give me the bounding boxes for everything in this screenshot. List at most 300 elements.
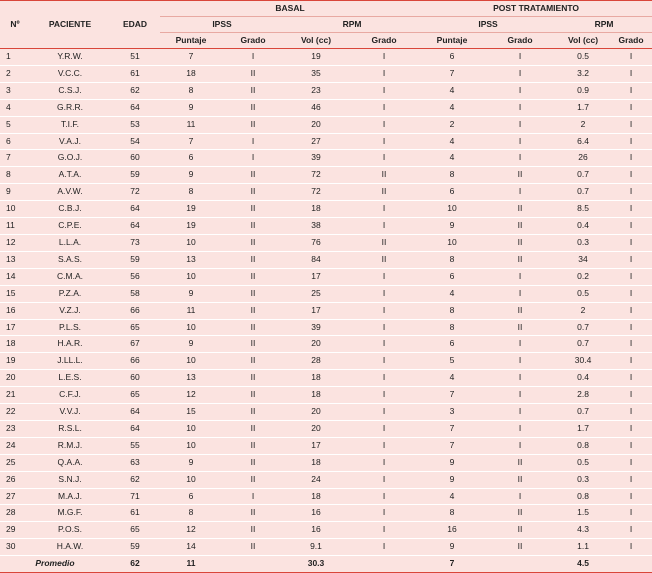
cell-paciente: C.P.E. (30, 218, 110, 235)
cell-grado-ipss-basal: II (222, 302, 284, 319)
cell-puntaje-post: 7 (420, 420, 484, 437)
cell-grado-rpm-basal: II (348, 234, 420, 251)
cell-num: 16 (0, 302, 30, 319)
cell-num: 9 (0, 184, 30, 201)
cell-grado-ipss-post: II (484, 454, 556, 471)
cell-vol-post: 26 (556, 150, 610, 167)
cell-num: 24 (0, 437, 30, 454)
cell-vol-basal: 39 (284, 150, 348, 167)
cell-edad: 65 (110, 319, 160, 336)
cell-puntaje-post: 10 (420, 234, 484, 251)
cell-vol-post: 34 (556, 251, 610, 268)
cell-grado-ipss-basal: II (222, 65, 284, 82)
cell-edad: 66 (110, 353, 160, 370)
cell-grado-rpm-post: I (610, 454, 652, 471)
cell-paciente: S.N.J. (30, 471, 110, 488)
cell-grado-rpm-post: I (610, 251, 652, 268)
cell-grado-ipss-basal: II (222, 505, 284, 522)
cell-grado-ipss-post: I (484, 82, 556, 99)
cell-grado-rpm-basal: I (348, 319, 420, 336)
cell-vol-post: 0.3 (556, 471, 610, 488)
table-row (0, 404, 652, 421)
cell-edad: 71 (110, 488, 160, 505)
cell-edad: 60 (110, 150, 160, 167)
cell-puntaje-post: 4 (420, 99, 484, 116)
cell-num: 5 (0, 116, 30, 133)
cell-puntaje-basal: 13 (160, 370, 222, 387)
cell-vol-post: 0.7 (556, 404, 610, 421)
cell-vol-post: 0.8 (556, 488, 610, 505)
cell-num: 1 (0, 49, 30, 66)
cell-grado-ipss-post: I (484, 353, 556, 370)
cell-grado-ipss-basal: II (222, 370, 284, 387)
table-row (0, 218, 652, 235)
cell-puntaje-post: 7 (420, 437, 484, 454)
cell-grado-rpm-post: I (610, 302, 652, 319)
cell-puntaje-basal: 18 (160, 65, 222, 82)
promedio-empty (222, 556, 284, 573)
cell-grado-rpm-basal: I (348, 488, 420, 505)
cell-paciente: T.I.F. (30, 116, 110, 133)
cell-vol-basal: 24 (284, 471, 348, 488)
promedio-empty (610, 556, 652, 573)
cell-grado-ipss-basal: I (222, 49, 284, 66)
cell-grado-rpm-post: I (610, 319, 652, 336)
cell-grado-rpm-basal: I (348, 133, 420, 150)
table-row (0, 82, 652, 99)
cell-vol-basal: 72 (284, 167, 348, 184)
cell-vol-post: 0.4 (556, 218, 610, 235)
cell-paciente: P.L.S. (30, 319, 110, 336)
cell-grado-ipss-basal: II (222, 319, 284, 336)
cell-vol-post: 0.3 (556, 234, 610, 251)
table-row (0, 471, 652, 488)
header-paciente: PACIENTE (30, 1, 110, 49)
cell-paciente: H.A.W. (30, 539, 110, 556)
cell-grado-rpm-post: I (610, 133, 652, 150)
table-row (0, 353, 652, 370)
cell-grado-ipss-basal: II (222, 336, 284, 353)
cell-num: 29 (0, 522, 30, 539)
cell-grado-ipss-basal: II (222, 251, 284, 268)
cell-vol-post: 2.8 (556, 387, 610, 404)
table-row (0, 116, 652, 133)
cell-grado-rpm-basal: II (348, 184, 420, 201)
table-row (0, 234, 652, 251)
cell-puntaje-post: 9 (420, 471, 484, 488)
cell-paciente: J.LL.L. (30, 353, 110, 370)
cell-grado-ipss-post: I (484, 488, 556, 505)
cell-paciente: H.A.R. (30, 336, 110, 353)
cell-grado-rpm-post: I (610, 488, 652, 505)
cell-grado-ipss-post: I (484, 150, 556, 167)
header-vol-post: Vol (cc) (556, 33, 610, 49)
cell-vol-basal: 23 (284, 82, 348, 99)
table-body (0, 49, 652, 573)
cell-vol-post: 0.2 (556, 268, 610, 285)
cell-puntaje-post: 4 (420, 488, 484, 505)
cell-grado-rpm-post: I (610, 116, 652, 133)
cell-grado-ipss-post: II (484, 539, 556, 556)
cell-puntaje-post: 2 (420, 116, 484, 133)
cell-puntaje-post: 4 (420, 370, 484, 387)
cell-grado-ipss-basal: I (222, 133, 284, 150)
cell-paciente: A.V.W. (30, 184, 110, 201)
cell-vol-basal: 18 (284, 387, 348, 404)
cell-paciente: V.Z.J. (30, 302, 110, 319)
cell-vol-basal: 39 (284, 319, 348, 336)
table-row (0, 285, 652, 302)
cell-vol-basal: 18 (284, 370, 348, 387)
cell-grado-rpm-post: I (610, 505, 652, 522)
cell-num: 12 (0, 234, 30, 251)
cell-puntaje-post: 8 (420, 319, 484, 336)
cell-edad: 56 (110, 268, 160, 285)
cell-grado-ipss-post: I (484, 268, 556, 285)
cell-puntaje-basal: 12 (160, 522, 222, 539)
cell-grado-rpm-post: I (610, 150, 652, 167)
cell-grado-ipss-post: I (484, 285, 556, 302)
cell-vol-basal: 18 (284, 201, 348, 218)
cell-vol-post: 0.5 (556, 285, 610, 302)
cell-edad: 59 (110, 539, 160, 556)
cell-vol-basal: 20 (284, 336, 348, 353)
cell-edad: 64 (110, 404, 160, 421)
cell-puntaje-basal: 6 (160, 150, 222, 167)
cell-edad: 61 (110, 65, 160, 82)
cell-num: 30 (0, 539, 30, 556)
cell-grado-ipss-post: I (484, 387, 556, 404)
cell-paciente: C.B.J. (30, 201, 110, 218)
cell-grado-ipss-basal: II (222, 404, 284, 421)
cell-vol-post: 1.7 (556, 420, 610, 437)
cell-edad: 65 (110, 387, 160, 404)
cell-edad: 51 (110, 49, 160, 66)
header-grado-ipss-basal: Grado (222, 33, 284, 49)
cell-grado-rpm-post: I (610, 268, 652, 285)
cell-vol-post: 0.4 (556, 370, 610, 387)
cell-vol-basal: 76 (284, 234, 348, 251)
cell-paciente: G.O.J. (30, 150, 110, 167)
cell-num: 19 (0, 353, 30, 370)
cell-num: 23 (0, 420, 30, 437)
cell-grado-ipss-basal: II (222, 454, 284, 471)
table-row (0, 49, 652, 66)
cell-grado-ipss-basal: II (222, 201, 284, 218)
cell-grado-rpm-post: I (610, 218, 652, 235)
cell-puntaje-basal: 7 (160, 49, 222, 66)
cell-puntaje-basal: 10 (160, 437, 222, 454)
promedio-label: Promedio (0, 556, 110, 573)
table-row (0, 133, 652, 150)
cell-puntaje-post: 3 (420, 404, 484, 421)
table-row (0, 65, 652, 82)
cell-grado-rpm-post: I (610, 404, 652, 421)
cell-puntaje-basal: 10 (160, 268, 222, 285)
cell-edad: 63 (110, 454, 160, 471)
cell-edad: 64 (110, 420, 160, 437)
cell-grado-ipss-basal: II (222, 268, 284, 285)
cell-puntaje-basal: 12 (160, 387, 222, 404)
cell-vol-basal: 18 (284, 488, 348, 505)
table-row (0, 437, 652, 454)
table-header (0, 1, 652, 49)
cell-grado-ipss-post: II (484, 319, 556, 336)
cell-vol-basal: 72 (284, 184, 348, 201)
cell-paciente: R.M.J. (30, 437, 110, 454)
cell-puntaje-basal: 9 (160, 454, 222, 471)
cell-paciente: A.T.A. (30, 167, 110, 184)
cell-grado-ipss-basal: II (222, 116, 284, 133)
cell-vol-basal: 17 (284, 268, 348, 285)
table-row (0, 420, 652, 437)
cell-grado-ipss-basal: II (222, 539, 284, 556)
cell-puntaje-basal: 13 (160, 251, 222, 268)
cell-grado-rpm-post: I (610, 234, 652, 251)
table-row (0, 454, 652, 471)
cell-grado-ipss-post: II (484, 505, 556, 522)
cell-grado-rpm-basal: I (348, 353, 420, 370)
cell-vol-basal: 27 (284, 133, 348, 150)
header-puntaje-post: Puntaje (420, 33, 484, 49)
cell-puntaje-basal: 9 (160, 99, 222, 116)
table-row (0, 539, 652, 556)
cell-puntaje-post: 7 (420, 65, 484, 82)
cell-num: 22 (0, 404, 30, 421)
cell-edad: 65 (110, 522, 160, 539)
cell-puntaje-basal: 10 (160, 319, 222, 336)
cell-puntaje-basal: 19 (160, 218, 222, 235)
header-vol-basal: Vol (cc) (284, 33, 348, 49)
cell-grado-ipss-post: II (484, 471, 556, 488)
cell-edad: 55 (110, 437, 160, 454)
cell-num: 21 (0, 387, 30, 404)
promedio-vol-basal: 30.3 (284, 556, 348, 573)
header-rpm-post: RPM (556, 17, 652, 33)
header-grado-rpm-post: Grado (610, 33, 652, 49)
cell-edad: 64 (110, 201, 160, 218)
cell-paciente: L.L.A. (30, 234, 110, 251)
header-post: POST TRATAMIENTO (420, 1, 652, 17)
cell-num: 13 (0, 251, 30, 268)
cell-grado-rpm-post: I (610, 353, 652, 370)
cell-grado-rpm-post: I (610, 539, 652, 556)
cell-paciente: M.A.J. (30, 488, 110, 505)
cell-edad: 58 (110, 285, 160, 302)
cell-grado-ipss-post: II (484, 201, 556, 218)
cell-puntaje-basal: 19 (160, 201, 222, 218)
cell-edad: 66 (110, 302, 160, 319)
cell-num: 2 (0, 65, 30, 82)
cell-edad: 54 (110, 133, 160, 150)
cell-grado-ipss-post: I (484, 336, 556, 353)
cell-puntaje-basal: 9 (160, 285, 222, 302)
cell-edad: 61 (110, 505, 160, 522)
cell-vol-post: 1.1 (556, 539, 610, 556)
cell-num: 27 (0, 488, 30, 505)
cell-grado-rpm-basal: I (348, 522, 420, 539)
cell-puntaje-post: 10 (420, 201, 484, 218)
cell-num: 20 (0, 370, 30, 387)
cell-paciente: C.F.J. (30, 387, 110, 404)
cell-puntaje-post: 4 (420, 285, 484, 302)
cell-num: 25 (0, 454, 30, 471)
cell-grado-ipss-post: II (484, 522, 556, 539)
cell-grado-rpm-basal: I (348, 539, 420, 556)
cell-num: 4 (0, 99, 30, 116)
cell-grado-ipss-basal: II (222, 353, 284, 370)
cell-grado-ipss-post: I (484, 49, 556, 66)
cell-puntaje-post: 9 (420, 218, 484, 235)
cell-puntaje-basal: 10 (160, 353, 222, 370)
cell-vol-post: 3.2 (556, 65, 610, 82)
cell-puntaje-basal: 10 (160, 234, 222, 251)
cell-puntaje-post: 8 (420, 505, 484, 522)
cell-vol-post: 0.7 (556, 319, 610, 336)
cell-grado-rpm-basal: I (348, 116, 420, 133)
cell-grado-rpm-post: I (610, 82, 652, 99)
cell-paciente: V.V.J. (30, 404, 110, 421)
cell-edad: 53 (110, 116, 160, 133)
cell-vol-basal: 46 (284, 99, 348, 116)
cell-grado-ipss-basal: II (222, 420, 284, 437)
cell-vol-post: 2 (556, 116, 610, 133)
table-row (0, 251, 652, 268)
cell-grado-rpm-post: I (610, 370, 652, 387)
cell-grado-ipss-post: II (484, 302, 556, 319)
cell-grado-rpm-basal: I (348, 218, 420, 235)
cell-edad: 64 (110, 218, 160, 235)
cell-puntaje-post: 6 (420, 49, 484, 66)
cell-grado-ipss-basal: II (222, 522, 284, 539)
cell-puntaje-basal: 6 (160, 488, 222, 505)
cell-grado-rpm-basal: I (348, 420, 420, 437)
cell-vol-basal: 17 (284, 302, 348, 319)
table-row (0, 319, 652, 336)
cell-grado-rpm-post: I (610, 387, 652, 404)
cell-grado-ipss-basal: II (222, 184, 284, 201)
table-row (0, 99, 652, 116)
cell-vol-basal: 28 (284, 353, 348, 370)
cell-grado-rpm-post: I (610, 285, 652, 302)
cell-vol-basal: 25 (284, 285, 348, 302)
cell-vol-basal: 16 (284, 505, 348, 522)
cell-grado-ipss-basal: I (222, 150, 284, 167)
promedio-empty (348, 556, 420, 573)
cell-vol-post: 0.7 (556, 184, 610, 201)
cell-grado-ipss-basal: I (222, 488, 284, 505)
cell-puntaje-post: 8 (420, 302, 484, 319)
cell-vol-basal: 20 (284, 116, 348, 133)
cell-puntaje-post: 7 (420, 387, 484, 404)
cell-puntaje-basal: 11 (160, 116, 222, 133)
cell-puntaje-post: 6 (420, 184, 484, 201)
cell-grado-rpm-post: I (610, 471, 652, 488)
promedio-empty (484, 556, 556, 573)
cell-grado-rpm-basal: I (348, 437, 420, 454)
cell-grado-rpm-basal: II (348, 167, 420, 184)
cell-vol-post: 0.8 (556, 437, 610, 454)
header-puntaje-basal: Puntaje (160, 33, 222, 49)
cell-grado-ipss-post: I (484, 133, 556, 150)
cell-vol-post: 0.5 (556, 49, 610, 66)
cell-grado-ipss-basal: II (222, 167, 284, 184)
cell-vol-post: 0.9 (556, 82, 610, 99)
cell-num: 10 (0, 201, 30, 218)
cell-puntaje-post: 4 (420, 82, 484, 99)
header-ipss-basal: IPSS (160, 17, 284, 33)
cell-vol-basal: 9.1 (284, 539, 348, 556)
promedio-puntaje-post: 7 (420, 556, 484, 573)
cell-num: 11 (0, 218, 30, 235)
cell-grado-ipss-post: II (484, 218, 556, 235)
cell-puntaje-post: 16 (420, 522, 484, 539)
cell-grado-ipss-post: I (484, 437, 556, 454)
cell-grado-rpm-basal: I (348, 471, 420, 488)
cell-grado-rpm-post: I (610, 437, 652, 454)
cell-edad: 62 (110, 471, 160, 488)
cell-grado-ipss-basal: II (222, 471, 284, 488)
cell-edad: 59 (110, 251, 160, 268)
cell-grado-rpm-basal: II (348, 251, 420, 268)
cell-paciente: L.E.S. (30, 370, 110, 387)
cell-puntaje-basal: 8 (160, 184, 222, 201)
cell-vol-post: 30.4 (556, 353, 610, 370)
cell-puntaje-basal: 7 (160, 133, 222, 150)
cell-grado-rpm-basal: I (348, 49, 420, 66)
cell-num: 28 (0, 505, 30, 522)
header-ipss-post: IPSS (420, 17, 556, 33)
header-grado-rpm-basal: Grado (348, 33, 420, 49)
cell-vol-basal: 18 (284, 454, 348, 471)
cell-vol-post: 1.5 (556, 505, 610, 522)
cell-vol-basal: 20 (284, 404, 348, 421)
cell-paciente: G.R.R. (30, 99, 110, 116)
table-row (0, 302, 652, 319)
cell-puntaje-post: 6 (420, 336, 484, 353)
cell-grado-rpm-basal: I (348, 65, 420, 82)
cell-edad: 67 (110, 336, 160, 353)
cell-grado-ipss-basal: II (222, 387, 284, 404)
cell-puntaje-basal: 9 (160, 167, 222, 184)
cell-grado-rpm-basal: I (348, 201, 420, 218)
cell-edad: 59 (110, 167, 160, 184)
header-edad: EDAD (110, 1, 160, 49)
cell-num: 14 (0, 268, 30, 285)
cell-vol-post: 0.5 (556, 454, 610, 471)
cell-grado-rpm-basal: I (348, 285, 420, 302)
cell-puntaje-basal: 8 (160, 505, 222, 522)
cell-puntaje-post: 6 (420, 268, 484, 285)
cell-paciente: Y.R.W. (30, 49, 110, 66)
cell-puntaje-basal: 8 (160, 82, 222, 99)
table-row (0, 150, 652, 167)
cell-vol-basal: 35 (284, 65, 348, 82)
table-row (0, 336, 652, 353)
table-row (0, 387, 652, 404)
cell-grado-ipss-post: II (484, 251, 556, 268)
cell-vol-post: 2 (556, 302, 610, 319)
cell-vol-basal: 17 (284, 437, 348, 454)
cell-puntaje-post: 5 (420, 353, 484, 370)
header-rpm-basal: RPM (284, 17, 420, 33)
cell-grado-rpm-basal: I (348, 82, 420, 99)
cell-edad: 62 (110, 82, 160, 99)
cell-grado-rpm-post: I (610, 49, 652, 66)
cell-grado-rpm-basal: I (348, 150, 420, 167)
cell-puntaje-post: 9 (420, 454, 484, 471)
cell-edad: 73 (110, 234, 160, 251)
